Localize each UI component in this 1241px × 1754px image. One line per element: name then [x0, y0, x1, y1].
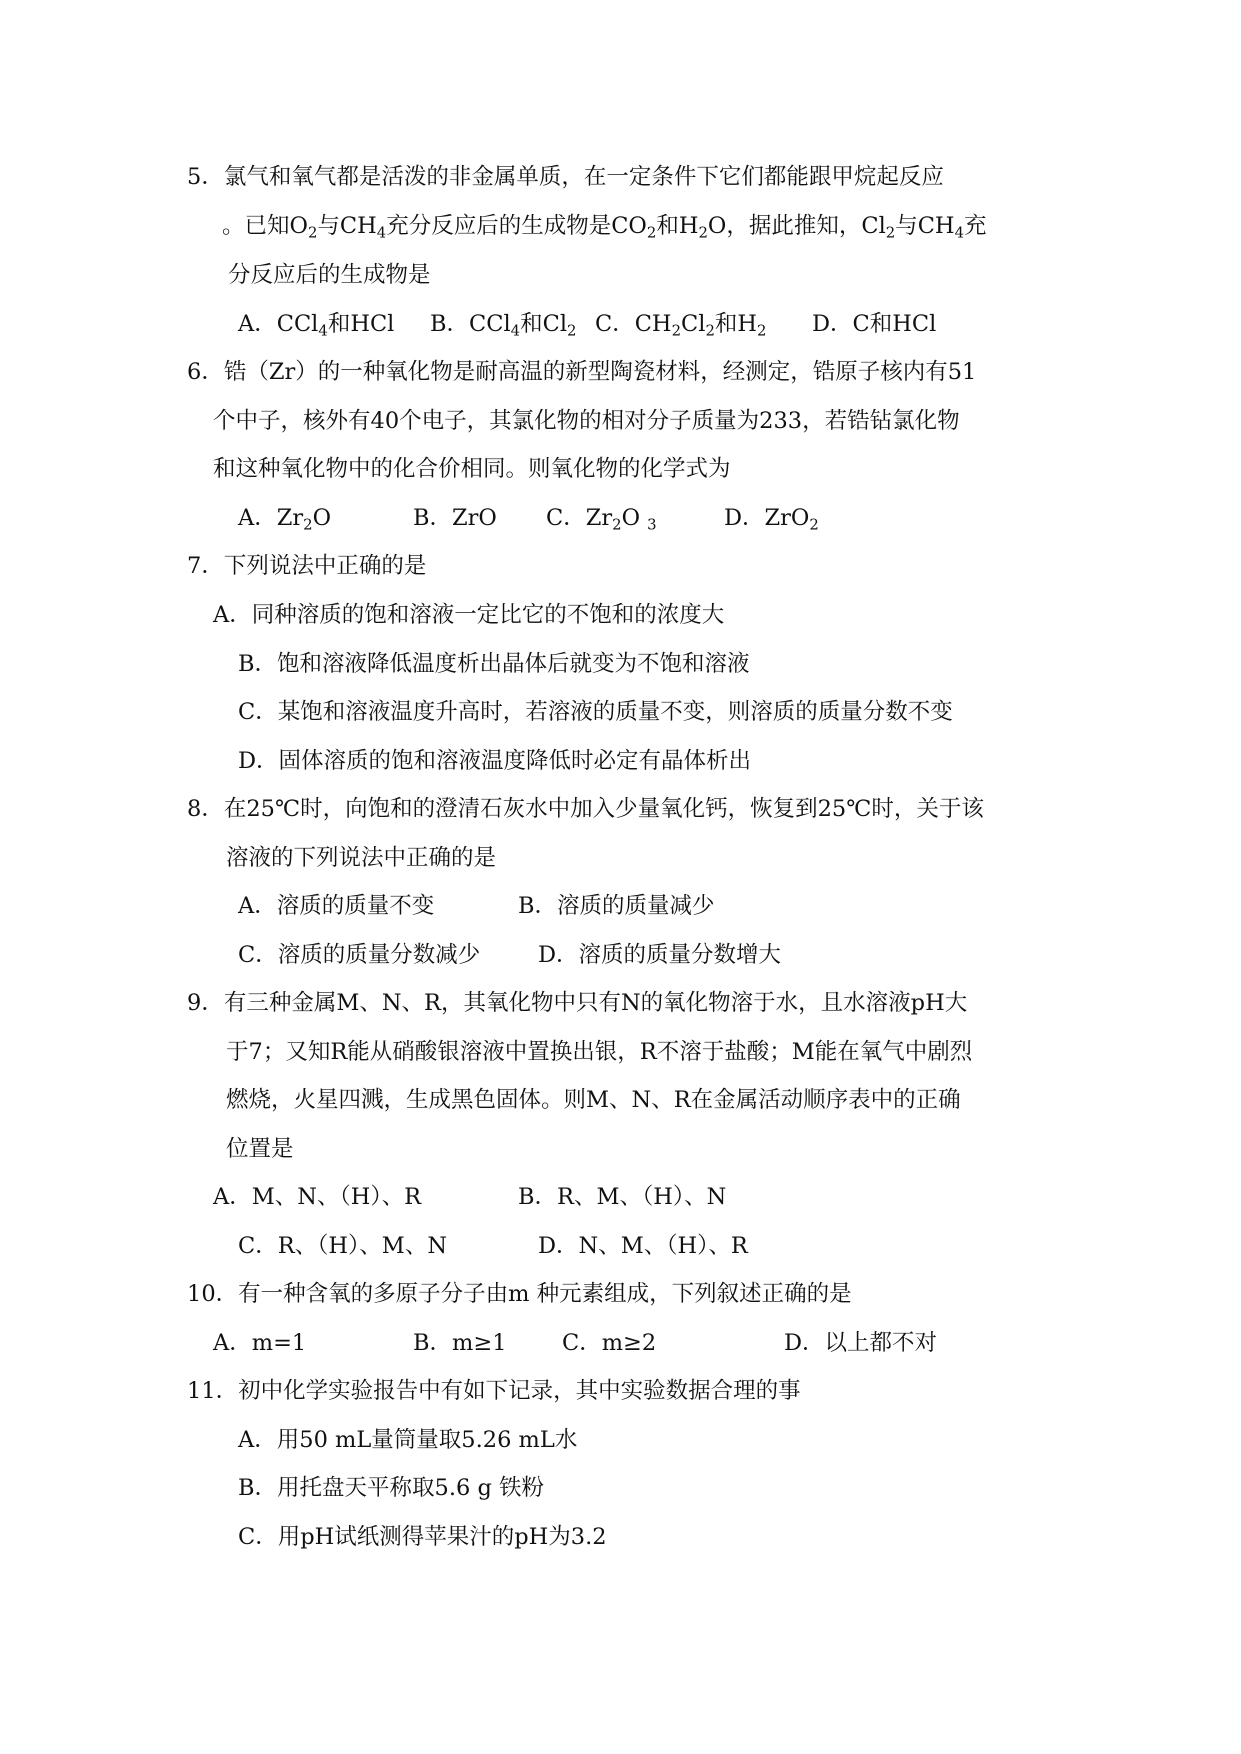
q8-line2: 溶液的下列说法中正确的是 [226, 845, 497, 871]
q6-line2: 个中子，核外有40个电子，其氯化物的相对分子质量为233，若锆钻氯化物 [213, 408, 960, 434]
q6-option-a: A．$Zr_2O$ [238, 505, 332, 534]
q9-line3: 燃烧，火星四溅，生成黑色固体。则M、N、R在金属活动顺序表中的正确 [226, 1087, 961, 1113]
q8-option-b: B．溶质的质量减少 [518, 893, 715, 919]
q8-option-c: C．溶质的质量分数减少 [238, 942, 481, 968]
q8-line1: 8．在25℃时，向饱和的澄清石灰水中加入少量氧化钙，恢复到25℃时，关于该 [187, 796, 984, 822]
q10-option-a: A．m=1 [213, 1330, 307, 1356]
q6-option-b: B．ZrO [413, 505, 497, 531]
q8-option-d: D．溶质的质量分数增大 [538, 942, 782, 968]
q6-line3: 和这种氧化物中的化合价相同。则氧化物的化学式为 [213, 456, 731, 482]
q9-option-d: D．N、M、（H）、R [538, 1233, 748, 1259]
q10-option-b: B．m≥1 [413, 1330, 507, 1356]
q7-stem: 7．下列说法中正确的是 [187, 553, 427, 579]
q5-option-d: D．C和HCl [812, 311, 937, 337]
q7-option-a: A．同种溶质的饱和溶液一定比它的不饱和的浓度大 [213, 602, 725, 628]
q5-line3: 分反应后的生成物是 [228, 262, 431, 288]
q7-option-d: D．固体溶质的饱和溶液温度降低时必定有晶体析出 [238, 748, 752, 774]
q6-option-c: C．$Zr_2O$ $_3$ [546, 505, 657, 534]
q9-option-b: B．R、M、（H）、N [518, 1184, 727, 1210]
q11-option-c: C．用pH试纸测得苹果汁的pH为3.2 [238, 1524, 607, 1550]
q9-line1: 9．有三种金属M、N、R，其氧化物中只有N的氧化物溶于水，且水溶液pH大 [187, 990, 968, 1016]
q7-option-c: C．某饱和溶液温度升高时，若溶液的质量不变，则溶质的质量分数不变 [238, 699, 953, 725]
q9-option-c: C．R、（H）、M、N [238, 1233, 448, 1259]
q11-option-b: B．用托盘天平称取5.6 g 铁粉 [238, 1475, 545, 1501]
q5-option-c: C．$CH_2Cl_2$和$H_2$ [595, 311, 767, 340]
q9-option-a: A．M、N、（H）、R [213, 1184, 422, 1210]
q9-line2: 于7；又知R能从硝酸银溶液中置换出银，R不溶于盐酸；M能在氧气中剧烈 [226, 1039, 973, 1065]
q10-option-c: C．m≥2 [562, 1330, 657, 1356]
q7-option-b: B．饱和溶液降低温度析出晶体后就变为不饱和溶液 [238, 651, 750, 677]
q11-option-a: A．用50 mL量筒量取5.26 mL水 [238, 1427, 578, 1453]
q9-line4: 位置是 [226, 1136, 294, 1162]
q5-option-b: B．CCl$_4$和$Cl_2$ [430, 311, 577, 340]
q10-stem: 10．有一种含氧的多原子分子由m 种元素组成，下列叙述正确的是 [187, 1281, 852, 1307]
q8-option-a: A．溶质的质量不变 [238, 893, 435, 919]
q5-line2: 。已知$O_2$与$CH_4$充分反应后的生成物是$CO_2$和$H_2O$，据此推知，$Cl_2$与$CH_4$充 [222, 213, 987, 242]
q5-line1: 5．氯气和氧气都是活泼的非金属单质，在一定条件下它们都能跟甲烷起反应 [187, 164, 944, 190]
q5-option-a: A．CCl$_4$和HCl [238, 311, 395, 340]
q10-option-d: D．以上都不对 [784, 1330, 938, 1356]
q6-line1: 6．锆（Zr）的一种氧化物是耐高温的新型陶瓷材料，经测定，锆原子核内有51 [187, 359, 977, 385]
q6-option-d: D．ZrO$_2$ [724, 505, 819, 534]
q11-stem: 11．初中化学实验报告中有如下记录，其中实验数据合理的事 [187, 1378, 801, 1404]
